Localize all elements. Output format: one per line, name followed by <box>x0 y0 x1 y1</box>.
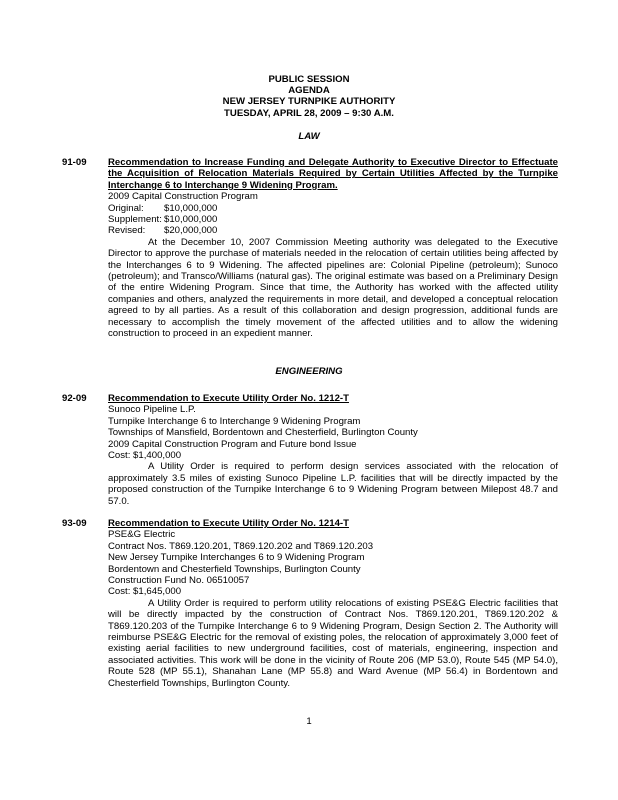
item-paragraph: A Utility Order is required to perform design services associated with the relocation of approximately 3.5 miles of existing Sunoco Pipeline L.P. facilities that will be directly impacted by the proposed construction of the Turnpike Interchange 6 to 9 Widening Program between Milepost 48.7 and 57.0. <box>108 461 558 507</box>
item-detail-line: Sunoco Pipeline L.P. <box>108 404 196 416</box>
funding-revised <box>108 225 558 236</box>
item-detail-line: PSE&G Electric <box>108 529 176 541</box>
funding-original-value: $10,000,000 <box>164 202 218 214</box>
header-line-1: PUBLIC SESSION <box>268 74 350 85</box>
item-paragraph: A Utility Order is required to perform utility relocations of existing PSE&G Electric facilities that will be directly impacted by the construction of Contract Nos. T869.120.201, T869.120.202 & T869.120.203 of the Turnpike Interchange 6 to 9 Widening Program, Design Section 2. The Authority will reimburse PSE&G Electric for the removal of existing poles, the relocation of approximately 3,000 feet of existing aerial facilities to new underground facilities, cost of materials, engineering, inspection and associated activities. This work will be done in the vicinity of Route 206 (MP 53.0), Route 545 (MP 54.0), Route 528 (MP 55.1), Shanahan Lane (MP 55.8) and Ward Avenue (MP 56.4) in Bordentown and Chesterfield Townships, Burlington County. <box>108 597 558 689</box>
item-title: Recommendation to Execute Utility Order No. 1212-T <box>108 393 349 404</box>
agenda-header <box>0 74 618 119</box>
item-detail-line: New Jersey Turnpike Interchanges 6 to 9 Widening Program <box>108 552 365 564</box>
item-title: Recommendation to Execute Utility Order No. 1214-T <box>108 518 349 529</box>
item-detail-line: Turnpike Interchange 6 to Interchange 9 Widening Program <box>108 415 361 427</box>
agenda-item-92-09 <box>62 393 558 507</box>
item-detail-line: Bordentown and Chesterfield Townships, Burlington County <box>108 563 361 575</box>
item-detail-line: Construction Fund No. 06510057 <box>108 575 250 587</box>
page-number: 1 <box>306 716 312 727</box>
funding-revised-value: $20,000,000 <box>164 225 218 237</box>
section-title-law: LAW <box>298 131 320 142</box>
item-number: 91-09 <box>62 157 87 168</box>
item-detail-line: Contract Nos. T869.120.201, T869.120.202 and T869.120.203 <box>108 540 374 552</box>
item-number: 93-09 <box>62 518 87 529</box>
program-line: 2009 Capital Construction Program <box>108 191 258 203</box>
item-number: 92-09 <box>62 393 87 404</box>
agenda-item-91-09 <box>62 157 558 340</box>
funding-original-label: Original: <box>108 202 144 214</box>
item-cost-line: Cost: $1,400,000 <box>108 450 182 462</box>
funding-supplement-value: $10,000,000 <box>164 214 218 226</box>
header-line-2: AGENDA <box>288 85 330 97</box>
funding-revised-label: Revised: <box>108 225 146 237</box>
funding-supplement-label: Supplement: <box>108 214 162 226</box>
item-detail-line: Townships of Mansfield, Bordentown and Chesterfield, Burlington County <box>108 427 418 439</box>
funding-supplement <box>108 214 558 225</box>
header-line-3: NEW JERSEY TURNPIKE AUTHORITY <box>222 96 396 108</box>
funding-original <box>108 203 558 214</box>
section-title-engineering: ENGINEERING <box>275 366 343 377</box>
item-detail-line: 2009 Capital Construction Program and Future bond Issue <box>108 438 357 450</box>
item-paragraph: At the December 10, 2007 Commission Meeting authority was delegated to the Executive Director to approve the purchase of materials needed in the relocation of certain utilities being affected by the Interchanges 6 to 9 Widening. The affected pipelines are: Colonial Pipeline (petroleum); Sunoco (petroleum); and Transco/Williams (natural gas). The original estimate was based on a Preliminary Design of the entire Widening Program. Since that time, the Authority has worked with the affected utility companies and others, analyzed the requirements in more detail, and developed a conceptual relocation agreed to by all parties. As a result of this collaboration and design progression, additional funds are necessary to accomplish the timely movement of the affected utilities and to allow the widening construction to proceed in an expedient manner. <box>108 236 558 340</box>
item-title: Recommendation to Increase Funding and Delegate Authority to Executive Director to Effectuate the Acquisition of Relocation Materials Required by Certain Utilities Affected by the Turnpike Interchange 6 to Interchange 9 Widening Program. <box>108 157 558 191</box>
item-cost-line: Cost: $1,645,000 <box>108 586 182 598</box>
agenda-item-93-09 <box>62 518 558 689</box>
header-line-4: TUESDAY, APRIL 28, 2009 – 9:30 A.M. <box>224 107 394 119</box>
